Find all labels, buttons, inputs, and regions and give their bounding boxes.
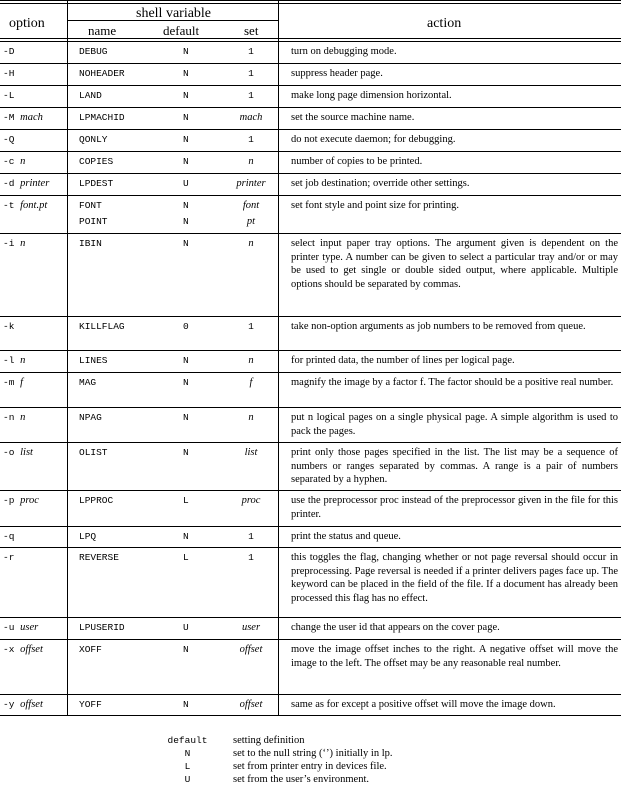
option-flag: -i	[3, 238, 15, 249]
option-cell	[3, 67, 14, 81]
option-flag: -l	[3, 355, 15, 366]
set-cell-line: list	[244, 447, 258, 458]
default-cell-line: 0	[183, 321, 189, 332]
option-cell	[3, 494, 39, 508]
default-cell-line: N	[183, 238, 189, 249]
default-cell	[183, 530, 189, 546]
name-cell-line: QONLY	[79, 134, 108, 145]
legend-key: N	[184, 748, 191, 759]
name-cell-line: IBIN	[79, 238, 102, 249]
name-cell	[79, 446, 108, 462]
set-cell	[211, 530, 291, 546]
set-cell-line: 1	[248, 134, 254, 145]
action-cell: put n logical pages on a single physical page. A simple algorithm is used to pack the pages.	[291, 412, 618, 437]
default-cell-line: N	[183, 447, 189, 458]
default-cell-line: N	[183, 68, 189, 79]
default-cell-line: N	[183, 355, 189, 366]
table-row	[0, 351, 621, 373]
set-cell-line: proc	[241, 495, 261, 506]
name-cell-line: FONT	[79, 200, 102, 211]
set-cell-line: offset	[239, 699, 263, 710]
option-argument: n	[20, 355, 26, 366]
default-cell	[183, 354, 189, 370]
name-cell	[79, 320, 125, 336]
option-cell	[3, 698, 43, 712]
set-cell	[211, 237, 291, 253]
name-cell-line: OLIST	[79, 447, 108, 458]
name-cell-line: LPQ	[79, 531, 97, 542]
set-cell	[211, 89, 291, 105]
legend-header	[160, 735, 480, 748]
set-cell	[211, 199, 291, 231]
default-cell-line: N	[183, 200, 189, 211]
option-flag: -d	[3, 178, 15, 189]
set-cell-line: mach	[239, 112, 263, 123]
legend-header-key: default	[167, 735, 208, 746]
default-cell-line: N	[183, 46, 189, 57]
name-cell	[79, 643, 102, 659]
default-cell	[183, 320, 189, 336]
action-cell: set the source machine name.	[291, 112, 415, 123]
name-cell	[79, 494, 113, 510]
option-flag: -D	[3, 46, 15, 57]
set-cell	[211, 494, 291, 510]
option-flag: -H	[3, 68, 15, 79]
name-cell-line: LPDEST	[79, 178, 114, 189]
option-cell	[3, 551, 14, 565]
option-flag: -p	[3, 495, 15, 506]
legend-items	[160, 748, 480, 787]
legend-item	[160, 748, 480, 761]
set-cell	[211, 643, 291, 659]
default-cell	[183, 111, 189, 127]
action-cell: use the preprocessor proc instead of the preprocessor given in the file for this printer.	[291, 495, 618, 520]
legend-item	[160, 774, 480, 787]
default-cell	[183, 155, 189, 171]
name-cell	[79, 237, 102, 253]
table-row	[0, 174, 621, 196]
name-cell	[79, 155, 113, 171]
table-row	[0, 408, 621, 443]
name-cell	[79, 530, 96, 546]
action-cell: turn on debugging mode.	[291, 46, 397, 57]
name-cell-line: LPUSERID	[79, 622, 125, 633]
action-cell: number of copies to be printed.	[291, 156, 423, 167]
option-cell	[3, 111, 43, 125]
default-cell-line: N	[183, 644, 189, 655]
name-cell-line: NPAG	[79, 412, 102, 423]
action-cell: print only those pages specified in the list. The list may be a sequence of numbers or ranges separated by commas. A range is a pair of numbers separated by a hyphen.	[291, 447, 618, 486]
action-cell: set font style and point size for printing.	[291, 200, 459, 211]
default-cell-line: N	[183, 112, 189, 123]
option-cell	[3, 354, 25, 368]
name-cell-line: YOFF	[79, 699, 102, 710]
action-cell: for printed data, the number of lines per logical page.	[291, 355, 515, 366]
set-cell	[211, 411, 291, 427]
table-row	[0, 196, 621, 234]
action-cell: set job destination; override other settings.	[291, 178, 470, 189]
set-cell	[211, 177, 291, 193]
option-flag: -o	[3, 447, 15, 458]
default-cell	[183, 67, 189, 83]
table-body	[0, 42, 621, 716]
set-cell-line: n	[248, 412, 254, 423]
default-cell-line: N	[183, 699, 189, 710]
legend-item	[160, 761, 480, 774]
name-cell	[79, 376, 96, 392]
option-argument: font.pt	[20, 200, 48, 211]
option-argument: printer	[20, 178, 50, 189]
legend-header-value: setting definition	[233, 735, 305, 746]
default-cell	[183, 446, 189, 462]
set-cell-line: n	[248, 355, 254, 366]
action-cell: do not execute daemon; for debugging.	[291, 134, 456, 145]
action-cell: same as for except a positive offset will move the image down.	[291, 699, 556, 710]
set-cell	[211, 698, 291, 714]
table-row	[0, 152, 621, 174]
default-cell	[183, 551, 189, 567]
option-cell	[3, 199, 47, 213]
default-cell-line: L	[183, 495, 189, 506]
table-row	[0, 491, 621, 527]
set-cell-line: n	[248, 238, 254, 249]
name-cell	[79, 411, 102, 427]
set-cell	[211, 354, 291, 370]
legend-key: L	[184, 761, 191, 772]
table-row	[0, 527, 621, 548]
column-divider-set	[278, 0, 279, 716]
action-cell: move the image offset inches to the right. A negative offset will move the image to the left. The offset may be any reasonable real number.	[291, 644, 618, 669]
default-cell	[183, 411, 189, 427]
default-cell	[183, 177, 189, 193]
name-cell-line: LAND	[79, 90, 102, 101]
option-flag: -q	[3, 531, 15, 542]
default-cell-line: L	[183, 552, 189, 563]
option-flag: -m	[3, 377, 15, 388]
set-cell	[211, 45, 291, 61]
set-cell	[211, 155, 291, 171]
table-header	[0, 4, 621, 38]
header-name: name	[88, 23, 117, 38]
option-flag: -k	[3, 321, 15, 332]
set-cell-line: 1	[248, 68, 254, 79]
default-cell-line: N	[183, 134, 189, 145]
name-cell-line: REVERSE	[79, 552, 119, 563]
option-cell	[3, 177, 49, 191]
set-cell	[211, 621, 291, 637]
option-cell	[3, 89, 14, 103]
set-cell-line: 1	[248, 321, 254, 332]
set-cell-line: user	[241, 622, 261, 633]
option-argument: proc	[20, 495, 39, 506]
default-cell-line: U	[183, 622, 189, 633]
option-cell	[3, 643, 43, 657]
action-cell: this toggles the flag, changing whether or not page reversal should occur in preprocessing. Page reversal is needed if a printer delivers pages face up. The keyword can be placed in the field of the file. If a document has already been processed this flag has no effect.	[291, 552, 618, 604]
header-default: default	[163, 23, 200, 38]
set-cell-line: 1	[248, 552, 254, 563]
table-row	[0, 640, 621, 695]
table-row	[0, 234, 621, 317]
default-cell	[183, 376, 189, 392]
name-cell	[79, 621, 125, 637]
option-argument: n	[20, 238, 26, 249]
default-cell-line: U	[183, 178, 189, 189]
header-shell-underline	[68, 20, 278, 21]
name-cell	[79, 111, 125, 127]
default-cell-line: N	[183, 216, 189, 227]
legend-value: set to the null string (‘’) initially in lp.	[233, 748, 393, 759]
name-cell-line: LPMACHID	[79, 112, 125, 123]
name-cell-line: POINT	[79, 216, 108, 227]
name-cell	[79, 133, 108, 149]
default-cell	[183, 237, 189, 253]
header-shell-variable: shell variable	[136, 6, 212, 21]
action-cell: suppress header page.	[291, 68, 383, 79]
default-cell	[183, 698, 189, 714]
action-cell: select input paper tray options. The argument given is dependent on the printer type. A number can be given to select a particular tray and/or or may be used to get single or double sided output, where applicable. Multiple options should be separated by commas.	[291, 238, 618, 290]
name-cell	[79, 199, 108, 231]
header-set: set	[244, 23, 259, 38]
name-cell-line: DEBUG	[79, 46, 108, 57]
option-argument: list	[20, 447, 33, 458]
option-argument: offset	[20, 644, 43, 655]
name-cell-line: XOFF	[79, 644, 102, 655]
action-cell: make long page dimension horizontal.	[291, 90, 452, 101]
action-cell: print the status and queue.	[291, 531, 401, 542]
set-cell	[211, 551, 291, 567]
name-cell-line: KILLFLAG	[79, 321, 125, 332]
table-row	[0, 317, 621, 351]
column-divider-option	[67, 0, 68, 716]
table-row	[0, 548, 621, 618]
legend-value: set from the user’s environment.	[233, 774, 369, 785]
option-flag: -L	[3, 90, 15, 101]
table-row	[0, 64, 621, 86]
option-cell	[3, 530, 14, 544]
option-flag: -x	[3, 644, 15, 655]
name-cell	[79, 551, 119, 567]
option-flag: -y	[3, 699, 15, 710]
set-cell-line: 1	[248, 46, 254, 57]
table-row	[0, 618, 621, 640]
set-cell-line: 1	[248, 90, 254, 101]
default-cell-line: N	[183, 531, 189, 542]
action-cell: take non-option arguments as job numbers to be removed from queue.	[291, 321, 586, 332]
default-cell-line: N	[183, 90, 189, 101]
default-cell	[183, 89, 189, 105]
option-argument: f	[20, 377, 24, 388]
option-cell	[3, 237, 25, 251]
set-cell	[211, 67, 291, 83]
option-argument: n	[20, 156, 26, 167]
set-cell	[211, 111, 291, 127]
option-flag: -c	[3, 156, 15, 167]
set-cell	[211, 376, 291, 392]
set-cell-line: f	[249, 377, 253, 388]
set-cell	[211, 133, 291, 149]
set-cell-line: n	[248, 156, 254, 167]
option-cell	[3, 411, 25, 425]
legend-value: set from printer entry in devices file.	[233, 761, 387, 772]
set-cell-line: pt	[246, 216, 256, 227]
action-cell: change the user id that appears on the cover page.	[291, 622, 500, 633]
name-cell-line: NOHEADER	[79, 68, 125, 79]
table-row	[0, 42, 621, 64]
name-cell	[79, 354, 108, 370]
name-cell	[79, 67, 125, 83]
name-cell-line: LPPROC	[79, 495, 114, 506]
default-cell-line: N	[183, 412, 189, 423]
option-flag: -Q	[3, 134, 15, 145]
option-flag: -u	[3, 622, 15, 633]
option-flag: -M	[3, 112, 15, 123]
set-cell-line: printer	[236, 178, 266, 189]
name-cell	[79, 177, 113, 193]
default-cell	[183, 45, 189, 61]
table-row	[0, 86, 621, 108]
option-cell	[3, 320, 14, 334]
default-cell-line: N	[183, 156, 189, 167]
name-cell	[79, 45, 108, 61]
name-cell-line: COPIES	[79, 156, 114, 167]
default-cell	[183, 494, 189, 510]
option-cell	[3, 376, 23, 390]
option-flag: -n	[3, 412, 15, 423]
default-cell	[183, 643, 189, 659]
name-cell-line: LINES	[79, 355, 108, 366]
set-cell	[211, 320, 291, 336]
option-cell	[3, 133, 14, 147]
option-cell	[3, 155, 25, 169]
table-row	[0, 695, 621, 716]
default-cell	[183, 133, 189, 149]
legend-key: U	[184, 774, 191, 785]
option-cell	[3, 446, 33, 460]
option-argument: n	[20, 412, 26, 423]
option-flag: -r	[3, 552, 15, 563]
option-argument: user	[20, 622, 39, 633]
name-cell	[79, 89, 102, 105]
set-cell-line: font	[242, 200, 260, 211]
default-cell	[183, 621, 189, 637]
set-cell	[211, 446, 291, 462]
name-cell-line: MAG	[79, 377, 97, 388]
option-argument: mach	[20, 112, 43, 123]
default-legend	[160, 735, 480, 787]
header-option: option	[9, 16, 45, 31]
set-cell-line: offset	[239, 644, 263, 655]
option-cell	[3, 621, 38, 635]
action-cell: magnify the image by a factor f. The factor should be a positive real number.	[291, 377, 614, 388]
set-cell-line: 1	[248, 531, 254, 542]
header-action: action	[427, 16, 462, 31]
table-row	[0, 108, 621, 130]
default-cell-line: N	[183, 377, 189, 388]
option-flag: -t	[3, 200, 15, 211]
name-cell	[79, 698, 102, 714]
table-row	[0, 443, 621, 491]
option-argument: offset	[20, 699, 43, 710]
table-row	[0, 373, 621, 408]
table-row	[0, 130, 621, 152]
default-cell	[183, 199, 189, 231]
option-cell	[3, 45, 14, 59]
